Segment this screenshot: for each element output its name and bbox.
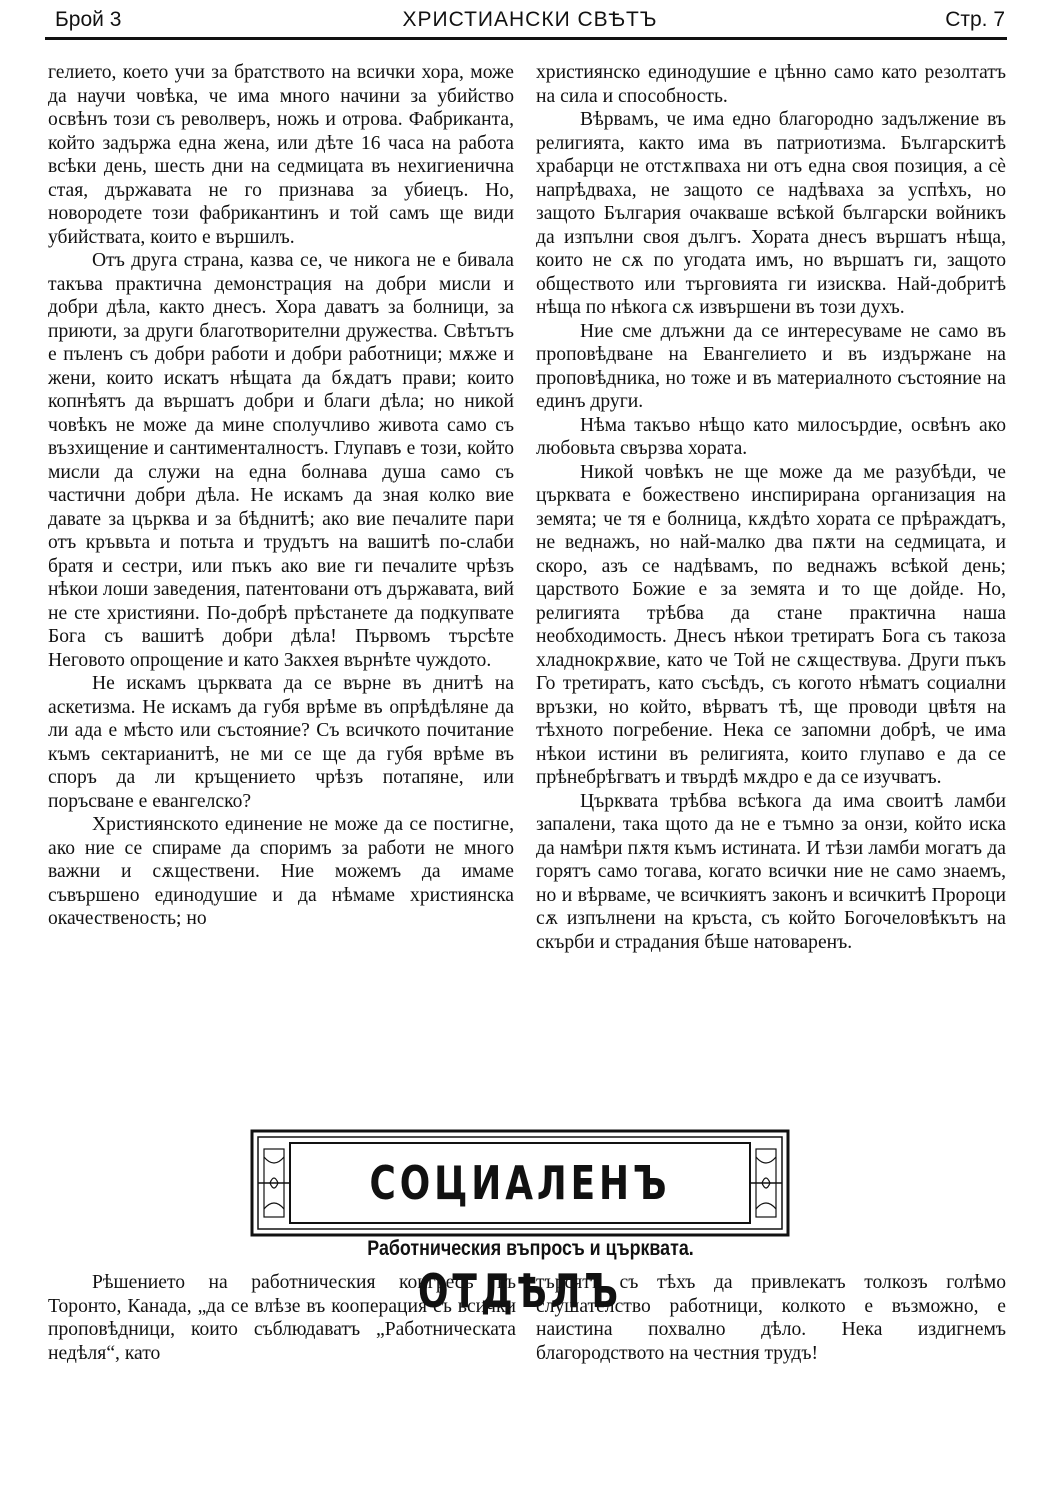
paragraph: Християнското единение не може да се постигне, ако ние се спираме да споримъ за работи не много важни и сѫществени. Ние можемъ да имаме съвършено единодушие и да нѣмаме християнска окачественость; но [48, 814, 514, 929]
header-rule [45, 37, 1007, 40]
paragraph: Нѣма такъво нѣщо като милосърдие, освѣнъ ако любовьта свързва хората. [536, 414, 1006, 459]
paragraph: Не искамъ църквата да се върне въ днитѣ на аскетизма. Не искамъ да губя врѣме въ опрѣдѣляне да ли ада е мѣсто или състояние? Съ всичкото почитание къмъ сектарианитѣ, не ми се ще да губя врѣме въ споръ да ли кръщението чрѣзъ потапяне, или поръсване е евангелско? [48, 673, 514, 812]
bottom-right-column [536, 1271, 1006, 1365]
paragraph: християнско единодушие е цѣнно само като резолтатъ на сила и способность. [536, 62, 1006, 107]
page-header [55, 8, 1005, 36]
left-column [48, 61, 514, 931]
paragraph: Вѣрвамъ, че има едно благородно задължение въ религията, както има въ патриотизма. Българскитѣ храбарци не отстѫпваха ни отъ една своя позиция, а сѐ напрѣдваха, не защото се надѣваха за успѣхъ, но защото България очакваше всѣкой български войникъ да изпълни своя дългъ. Хората днесъ вършатъ нѣща, които не сѫ по угодата имъ, но вършатъ ги, защото обществото или търговията ги изисква. Най-добритѣ нѣща по нѣкога сѫ извършени въ този духъ. [536, 109, 1006, 318]
bottom-left-column [48, 1271, 516, 1365]
page-number: Стр. 7 [945, 8, 1005, 31]
section-subtitle: Работническия въпросъ и църквата. [367, 1237, 694, 1260]
right-column [536, 61, 1006, 954]
paragraph: Никой човѣкъ не ще може да ме разубѣди, че църквата е божествено инспирирана организация на земята; че тя е болница, кѫдѣто хората се прѣраждатъ, не веднажъ, но най-малко два пѫти на седмицата, и скоро, азъ се надѣвамъ, по веднажъ всѣкой день; царството Божие е за земята и то ще дойде. Но, религията трѣбва да стане практична наша необходимость. Днесъ нѣкои третиратъ Бога съ такоза хладнокрѫвие, като че Той не сѫществува. Други пъкъ Го третиратъ, като съсѣдъ, съ когото нѣматъ социални връзки, но който, вѣрватъ тѣ, ще проводи цвѣтя на тѣхното погребение. Нека се запомни добрѣ, че има нѣкои истини въ религията, които глупаво е да се прѣнебрѣгватъ и твърдѣ мѫдро е да се изучватъ. [536, 461, 1006, 788]
paragraph: Църквата трѣбва всѣкога да има своитѣ ламби запалени, така щото да не е тъмно за онзи, който иска да намѣри пѫтя къмъ истината. И тѣзи ламби могатъ да горятъ само тогава, когато всички ние не само знаемъ, но и вѣрваме, че всичкиятъ законъ и всичкитѣ Пророци сѫ изпълнени на кръста, съ който Богочеловѣкътъ на скърби и страдания бѣше натоваренъ. [536, 790, 1006, 953]
issue-number: Брой 3 [55, 8, 122, 31]
section-title: СОЦИАЛЕНЪ ОТДѢЛЪ [369, 1156, 671, 1318]
paragraph: търсятъ съ тѣхъ да привлекатъ толкозъ голѣмо слушателство работници, колкото е възможно, е наистина похвално дѣло. Нека издигнемъ благородството на честния трудъ! [536, 1272, 1006, 1364]
paragraph: Рѣшението на работническия конгресъ въ Торонто, Канада, „да се влѣзе въ кооперация съ всички проповѣдници, които съблюдаватъ „Работническата недѣля“, като [48, 1272, 516, 1364]
paragraph: Ние сме длъжни да се интересуваме не само въ проповѣдване на Евангелието и въ издържане на проповѣдника, но тоже и въ материалното състояние на единъ други. [536, 320, 1006, 412]
journal-title: ХРИСТИАНСКИ СВѢТЪ [402, 8, 658, 31]
paragraph: Отъ друга страна, казва се, че никога не е бивала такъва практична демонстрация на добри мисли и добри дѣла, както днесъ. Хора даватъ за болници, за приюти, за други благотворителни дружества. Свѣтътъ е пъленъ съ добри работи и добри работници; мѫже и жени, които искатъ нѣщата да бѫдатъ прави; които копнѣятъ да вършатъ добри и благи дѣла; но никой човѣкъ не може да мине сполучливо живота само съ възхищение и сантименталностъ. Глупавъ е този, който мисли да служи на една болнава душа само съ частични добри дѣла. Не искамъ да зная колко вие давате за църква и за бѣднитѣ; ако вие печалите пари отъ кръвьта и потьта и трудътъ на вашитѣ по-слаби братя и сестри, или пъкъ ако вие ги печалите чрѣзъ нѣкои лоши заведения, патентовани отъ държавата, вий не сте християни. По-добрѣ прѣстанете да подкупвате Бога съ вашитѣ добри дѣла! Първомъ търсѣте Неговото опрощение и като Закхея върнѣте чуждото. [48, 250, 514, 671]
paragraph: гелието, което учи за братството на всички хора, може да научи човѣка, че има много начини за убийство освѣнъ този съ револверъ, ножь и отрова. Фабриканта, който задържа една жена, или дѣте 16 часа на работа всѣки день, шесть дни на седмицата въ нехигиенична стая, държавата не го признава за убиецъ. Но, новородете този фабрикантинъ и той самъ ще види убийствата, които е вършилъ. [48, 62, 514, 248]
